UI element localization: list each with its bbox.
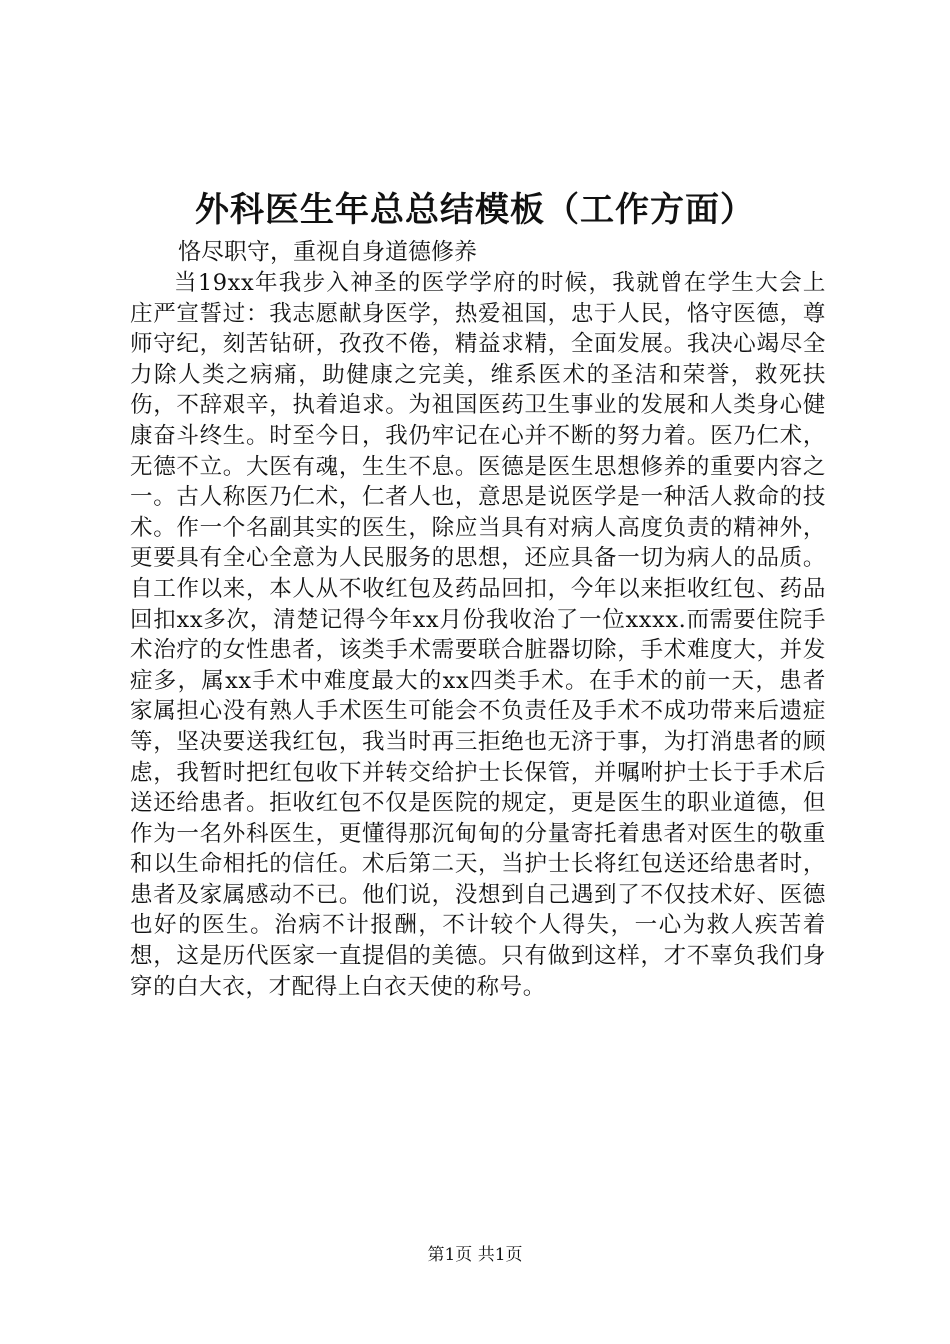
section-subtitle: 恪尽职守，重视自身道德修养	[178, 239, 477, 265]
body-paragraph: 当19xx年我步入神圣的医学学府的时候，我就曾在学生大会上庄严宣誓过：我志愿献身医学，热爱祖国，忠于人民，恪守医德，尊师守纪，刻苦钻研，孜孜不倦，精益求精，全面发展。我决心竭尽全力除人类之病痛，助健康之完美，维系医术的圣洁和荣誉，救死扶伤，不辞艰辛，执着追求。为祖国医药卫生事业的发展和人类身心健康奋斗终生。时至今日，我仍牢记在心并不断的努力着。医乃仁术，无德不立。大医有魂，生生不息。医德是医生思想修养的重要内容之一。古人称医乃仁术，仁者人也，意思是说医学是一种活人救命的技术。作一个名副其实的医生，除应当具有对病人高度负责的精神外，更要具有全心全意为人民服务的思想，还应具备一切为病人的品质。自工作以来，本人从不收红包及药品回扣，今年以来拒收红包、药品回扣xx多次，清楚记得今年xx月份我收治了一位xxxx.而需要住院手术治疗的女性患者，该类手术需要联合脏器切除，手术难度大，并发症多，属xx手术中难度最大的xx四类手术。在手术的前一天，患者家属担心没有熟人手术医生可能会不负责任及手术不成功带来后遗症等，坚决要送我红包，我当时再三拒绝也无济于事，为打消患者的顾虑，我暂时把红包收下并转交给护士长保管，并嘱咐护士长于手术后送还给患者。拒收红包不仅是医院的规定，更是医生的职业道德，但作为一名外科医生，更懂得那沉甸甸的分量寄托着患者对医生的敬重和以生命相托的信任。术后第二天，当护士长将红包送还给患者时，患者及家属感动不已。他们说，没想到自己遇到了不仅技术好、医德也好的医生。治病不计报酬，不计较个人得失，一心为救人疾苦着想，这是历代医家一直提倡的美德。只有做到这样，才不辜负我们身穿的白大衣，才配得上白衣天使的称号。	[130, 270, 826, 1000]
page-number-footer: 第1页 共1页	[427, 1245, 523, 1265]
document-title: 外科医生年总总结模板（工作方面）	[195, 190, 755, 230]
